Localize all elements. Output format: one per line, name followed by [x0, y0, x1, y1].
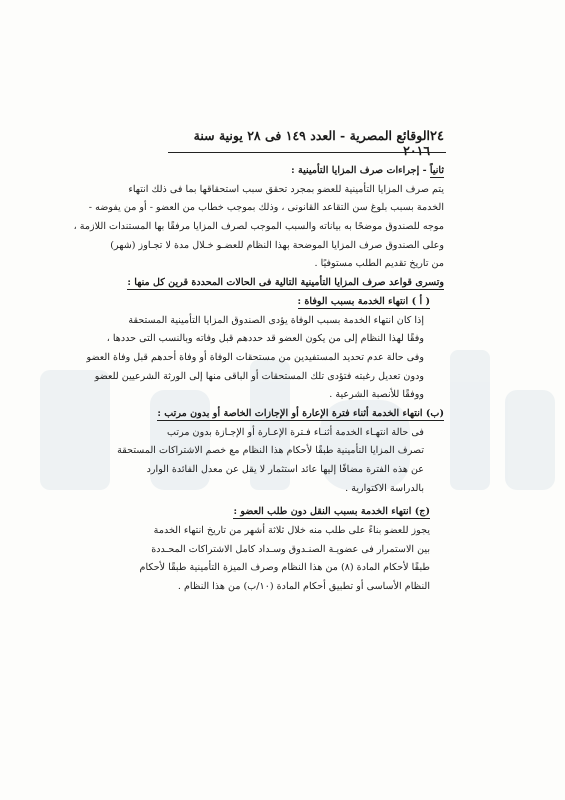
- text-line: وعلى الصندوق صرف المزايا الموضحة بهذا النظام للعضـو خـلال مدة لا تجـاوز (شهر): [110, 239, 444, 251]
- text-line: وفى حالة عدم تحديد المستفيدين من مستحقات الوفاة أو وفاة أحدهم قبل وفاة العضو: [86, 351, 424, 363]
- text-line: الخدمة بسبب بلوغ سن التقاعد القانونى ، وذلك بموجب خطاب من العضو - أو من يفوضه -: [88, 202, 444, 214]
- document-body: [73, 162, 444, 597]
- text-line: يجوز للعضو بناءً على طلب منه خلال ثلاثة أشهر من تاريخ انتهاء الخدمة: [153, 525, 430, 537]
- text-line: عن هذه الفترة مضافًا إليها عائد استثمار لا يقل عن معدل الفائدة الوارد: [146, 464, 424, 475]
- page-header: [168, 128, 444, 158]
- case-c-text: [139, 522, 444, 597]
- rules-intro: وتسرى قواعد صرف المزايا التأمينية التالية فى الحالات المحددة قرين كل منها :: [127, 277, 444, 289]
- text-line: ووفقًا للأنصبة الشرعية .: [329, 389, 424, 401]
- text-line: ودون تعديل رغبته فتؤدى تلك المستحقات أو الباقى منها إلى الورثة الشرعيين للعضو: [94, 370, 424, 382]
- text-line: وفقًا لهذا النظام إلى من يكون العضو قد حددهم قبل وفاته وبالنسب التى حددها ،: [106, 333, 424, 345]
- case-a-heading: ( أ ) انتهاء الخدمة بسبب الوفاة :: [297, 295, 430, 307]
- page-number: ٢٤: [430, 129, 444, 144]
- header-rule: [168, 152, 446, 153]
- text-line: بالدراسة الاكتوارية .: [345, 482, 424, 494]
- case-c-heading: (ج) انتهاء الخدمة بسبب النقل دون طلب العضو :: [233, 506, 430, 518]
- text-line: النظام الأساسى أو تطبيق أحكام المادة (١٠/ب) من هذا النظام .: [177, 581, 430, 593]
- text-line: موجه للصندوق موضحًا به بياناته والسبب الموجب لصرف المزايا مرفقًا بها المستندات اللازمة ،: [73, 221, 444, 233]
- paragraph-procedures: [73, 181, 444, 274]
- text-line: يتم صرف المزايا التأمينية للعضو بمجرد تحقق سبب استحقاقها بما فى ذلك انتهاء: [128, 183, 444, 195]
- case-b-text: [117, 424, 444, 499]
- text-line: فى حالة انتهـاء الخدمة أثنـاء فـترة الإعـارة أو الإجـازة بدون مرتب: [166, 426, 424, 438]
- text-line: طبقًا لأحكام المادة (٨) من هذا النظام وصرف الميزة التأمينية طبقًا لأحكام: [139, 562, 430, 574]
- gazette-title: الوقائع المصرية - العدد ١٤٩ فى ٢٨ يونية سنة ٢٠١٦: [193, 128, 431, 158]
- section-heading-text: - إجراءات صرف المزايا التأمينية :: [291, 165, 430, 176]
- text-line: تصرف المزايا التأمينية طبقًا لأحكام هذا النظام مع خصم الاشتراكات المستحقة: [117, 445, 424, 457]
- section-heading-prefix: ثانياً: [429, 165, 444, 176]
- text-line: إذا كان انتهاء الخدمة بسبب الوفاة يؤدى الصندوق المزايا التأمينية المستحقة: [128, 314, 424, 326]
- text-line: بين الاستمرار فى عضويـة الصنـدوق وسـداد كامل الاشتراكات المحـددة: [151, 543, 430, 555]
- section-heading: [172, 162, 444, 181]
- case-a-text: [86, 312, 444, 405]
- text-line: من تاريخ تقديم الطلب مستوفيًا .: [314, 258, 444, 270]
- case-b-heading: (ب) انتهاء الخدمة أثناء فترة الإعارة أو الإجازات الخاصة أو بدون مرتب :: [157, 407, 444, 419]
